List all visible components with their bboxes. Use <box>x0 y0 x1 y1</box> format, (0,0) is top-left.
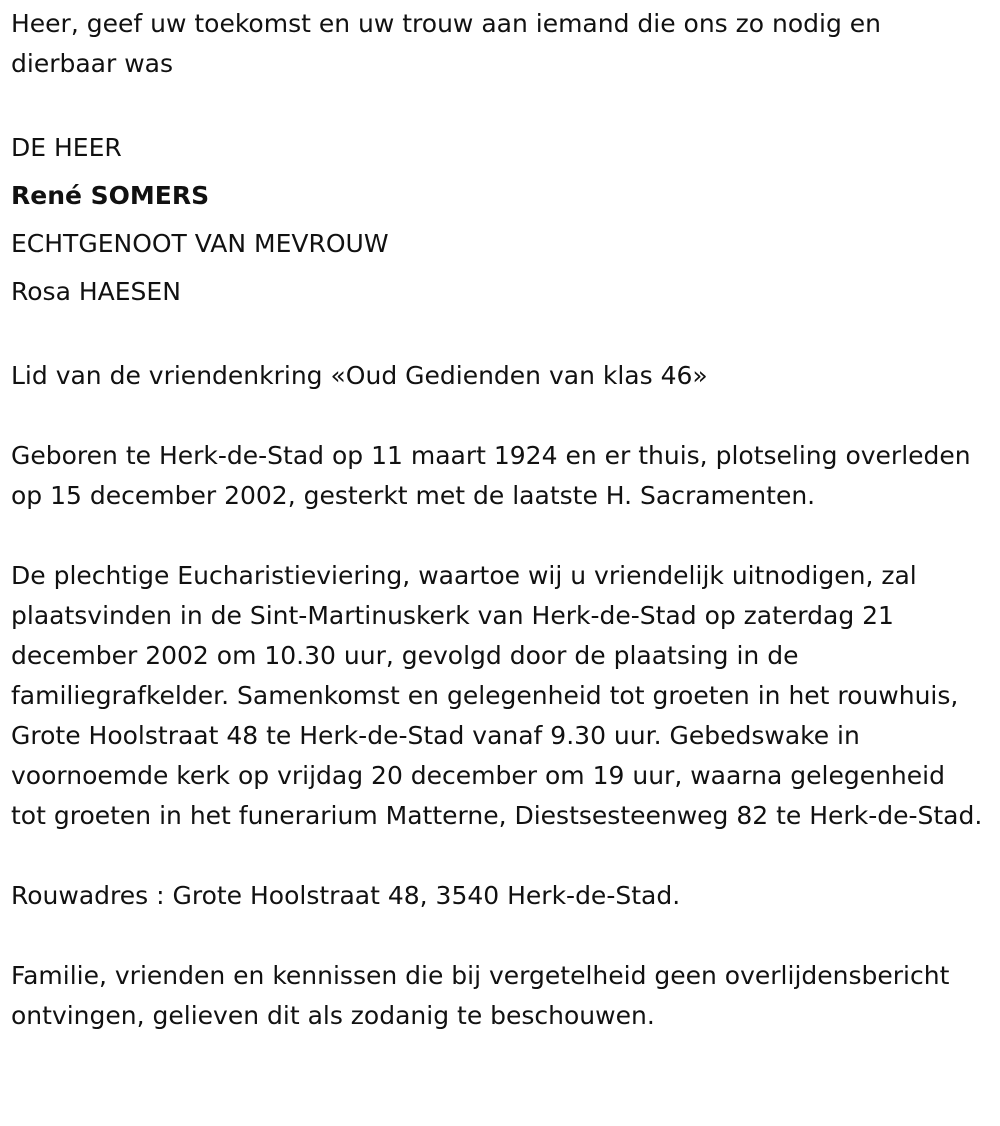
spouse-name: Rosa HAESEN <box>11 277 181 306</box>
closing-text: Familie, vrienden en kennissen die bij vergetelheid geen overlijdensbericht ontvingen, gelieven dit als zodanig te beschouwen. <box>11 961 950 1030</box>
membership-text: Lid van de vriendenkring «Oud Gedienden van klas 46» <box>11 361 708 390</box>
birth-death-text: Geboren te Herk-de-Stad op 11 maart 1924 en er thuis, plotseling overleden op 15 december 2002, gesterkt met de laatste H. Sacramenten. <box>11 441 971 510</box>
title-prefix: DE HEER <box>11 133 122 162</box>
obituary-notice <box>11 4 986 1036</box>
spouse-prefix: ECHTGENOOT VAN MEVROUW <box>11 229 389 258</box>
address-text: Rouwadres : Grote Hoolstraat 48, 3540 Herk-de-Stad. <box>11 881 681 910</box>
intro-text: Heer, geef uw toekomst en uw trouw aan iemand die ons zo nodig en dierbaar was <box>11 9 882 78</box>
ceremony-text: De plechtige Eucharistieviering, waartoe wij u vriendelijk uitnodigen, zal plaatsvinden in de Sint-Martinuskerk van Herk-de-Stad op zaterdag 21 december 2002 om 10.30 uur, gevolgd door de plaatsing in de familiegrafkelder. Samenkomst en gelegenheid tot groeten in het rouwhuis, Grote Hoolstraat 48 te Herk-de-Stad vanaf 9.30 uur. Gebedswake in voornoemde kerk op vrijdag 20 december om 19 uur, waarna gelegenheid tot groeten in het funerarium Matterne, Diestsesteenweg 82 te Herk-de-Stad. <box>11 561 983 830</box>
deceased-name: René SOMERS <box>11 181 210 210</box>
